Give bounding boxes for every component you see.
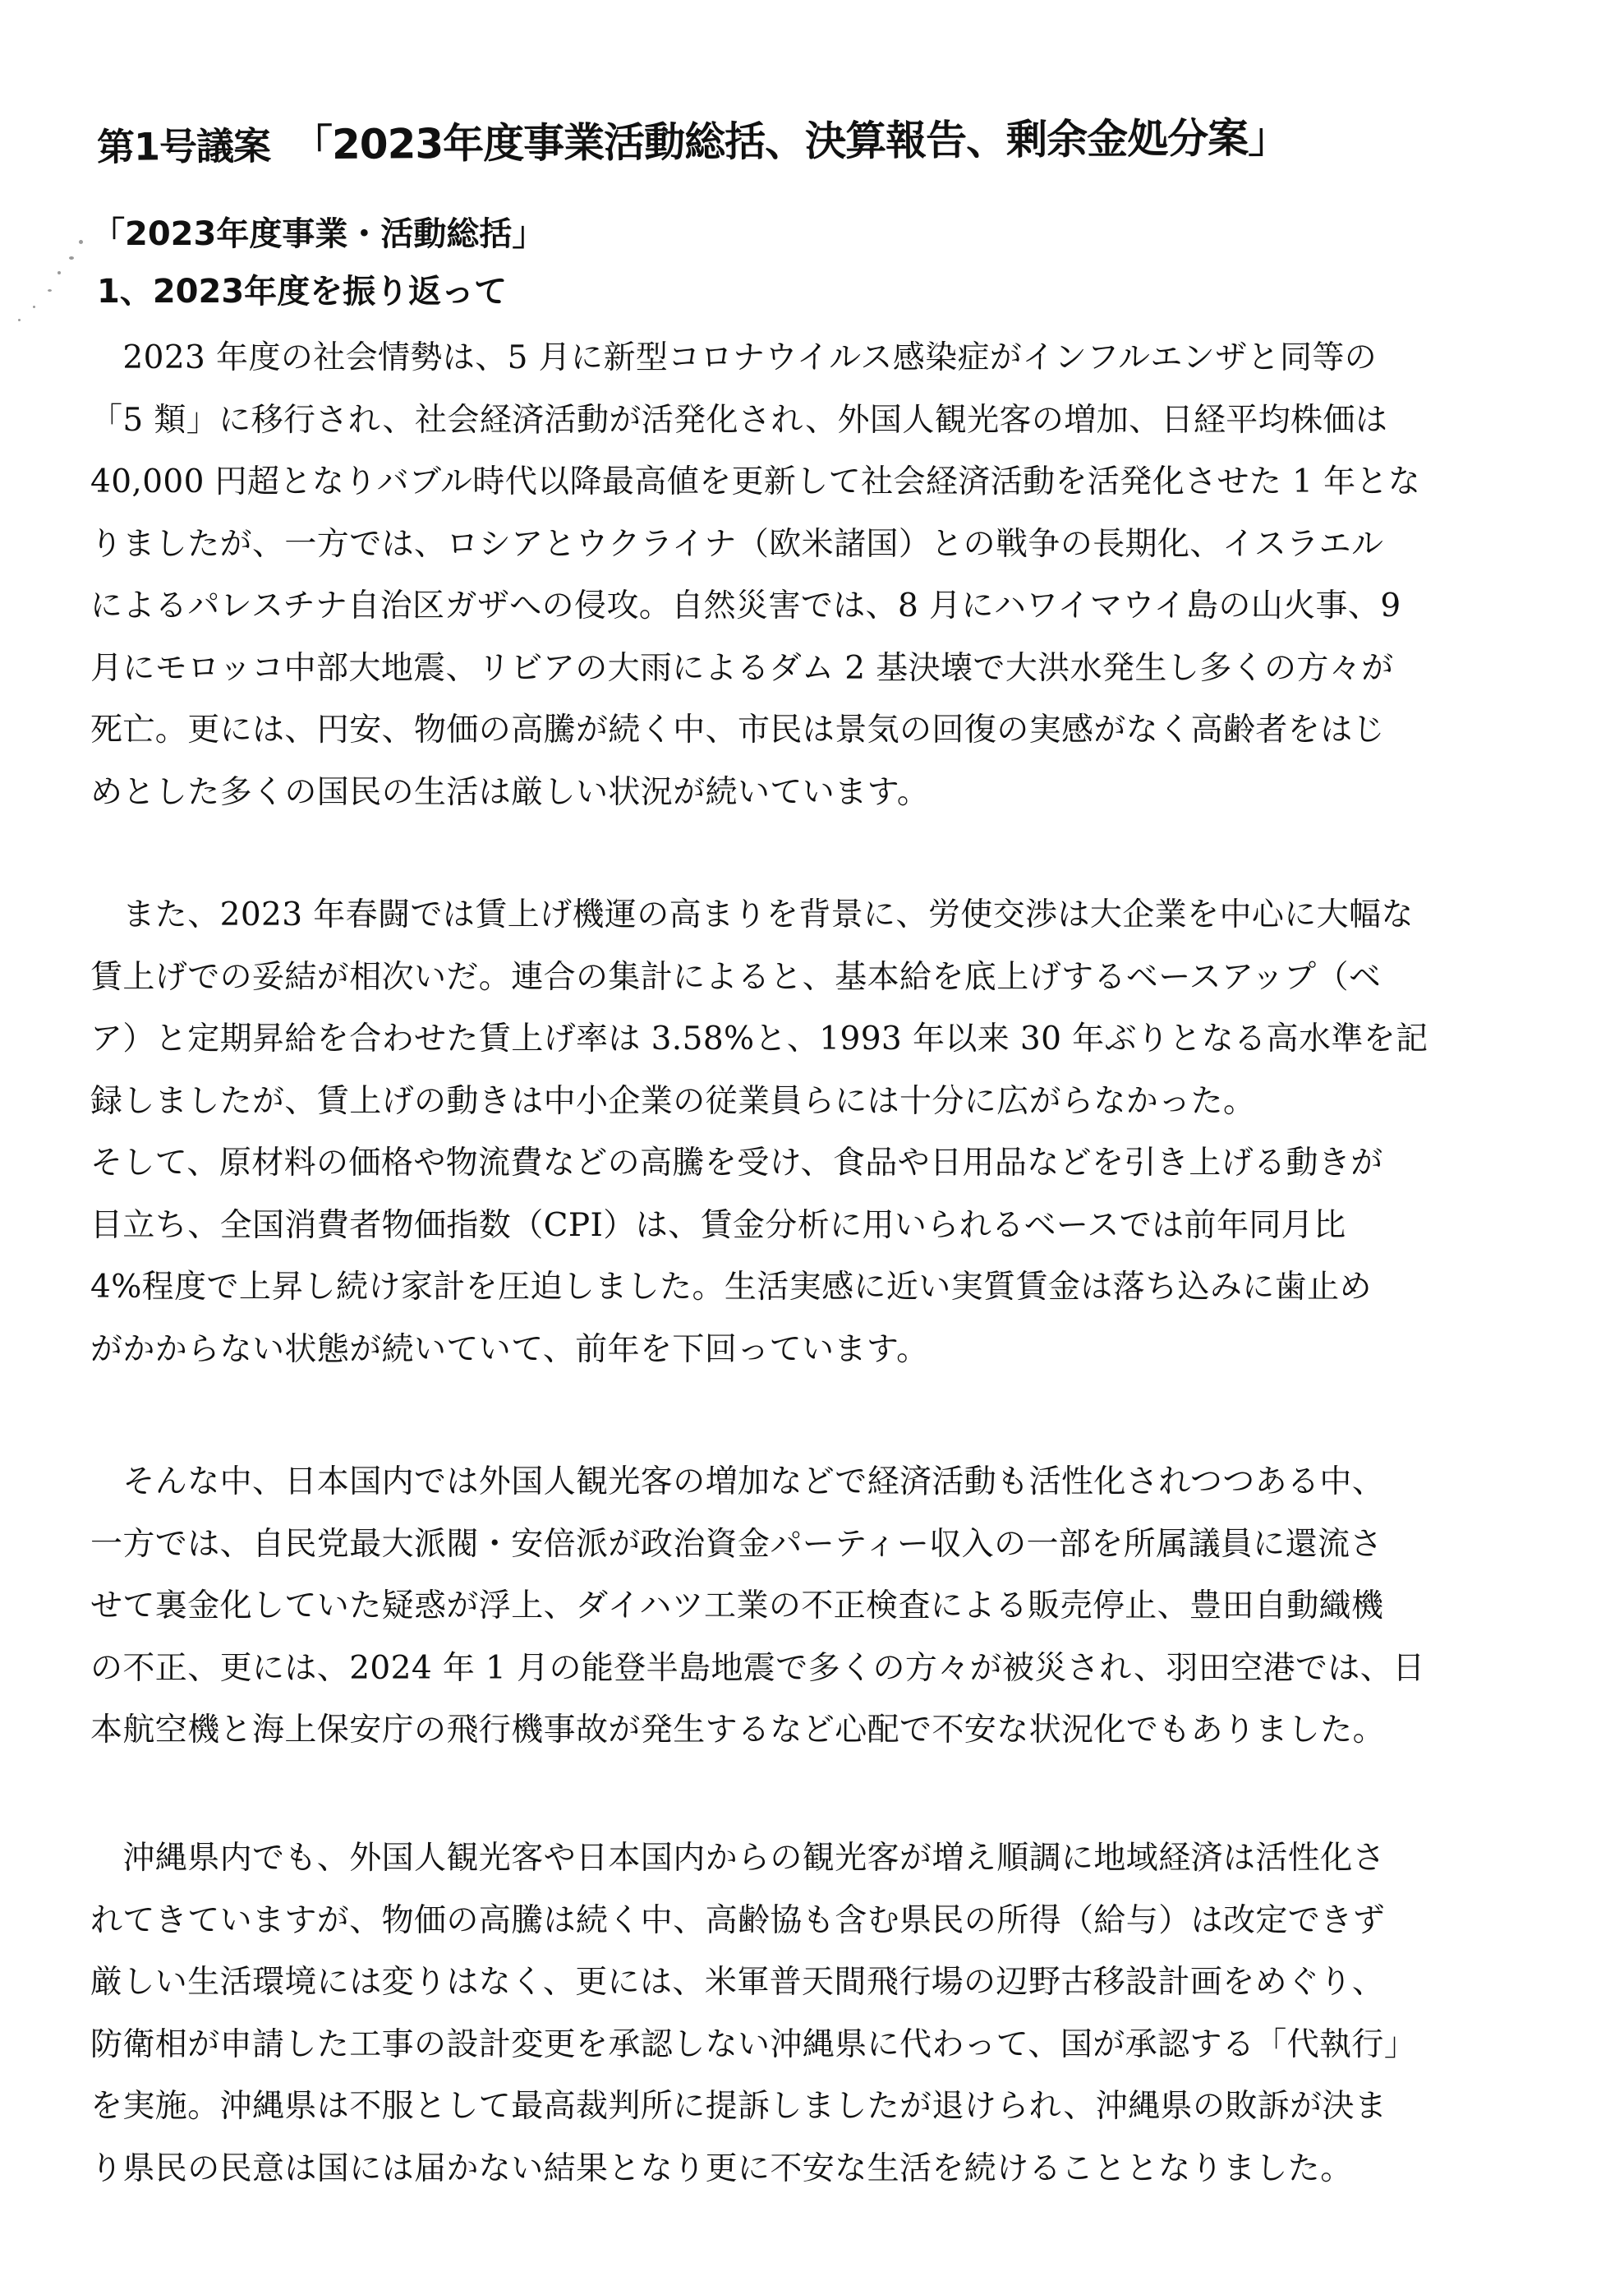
scan-speck xyxy=(58,271,61,274)
text-line: によるパレスチナ自治区ガザへの侵攻。自然災害では、8 月にハワイマウイ島の山火事、9 xyxy=(90,587,1401,624)
text-line: 厳しい生活環境には変りはなく、更には、米軍普天間飛行場の辺野古移設計画をめぐり、 xyxy=(90,1964,1385,2001)
text-line: 録しましたが、賃上げの動きは中小企業の従業員らには十分に広がらなかった。 xyxy=(90,1082,1256,1120)
text-line: 40,000 円超となりバブル時代以降最高値を更新して社会経済活動を活発化させた 1 年とな xyxy=(90,463,1421,500)
text-line: 4%程度で上昇し続け家計を圧迫しました。生活実感に近い実質賃金は落ち込みに歯止め xyxy=(90,1269,1372,1306)
text-line: また、2023 年春闘では賃上げ機運の高まりを背景に、労使交渉は大企業を中心に大幅な xyxy=(90,896,1414,933)
text-line: 本航空機と海上保安庁の飛行機事故が発生するなど心配で不安な状況化でもありました。 xyxy=(90,1712,1386,1749)
agenda-name: 「2023年度事業活動総括、決算報告、剰余金処分案」 xyxy=(291,113,1289,169)
text-line: 目立ち、全国消費者物価指数（CPI）は、賃金分析に用いられるベースでは前年同月比 xyxy=(90,1206,1346,1244)
scan-speck xyxy=(69,256,74,260)
section-title: 「2023年度事業・活動総括」 xyxy=(92,215,545,253)
paragraph-3 xyxy=(90,1451,1544,1762)
paragraph-1 xyxy=(90,327,1544,823)
scan-speck xyxy=(33,306,35,308)
paragraph-4 xyxy=(90,1827,1544,2200)
text-line: を実施。沖縄県は不服として最高裁判所に提訴しましたが退けられ、沖縄県の敗訴が決ま xyxy=(90,2088,1387,2125)
text-line: そして、原材料の価格や物流費などの高騰を受け、食品や日用品などを引き上げる動きが xyxy=(90,1145,1383,1182)
agenda-title xyxy=(97,104,1543,180)
text-line: 「5 類」に移行され、社会経済活動が活発化され、外国人観光客の増加、日経平均株価は xyxy=(90,401,1388,439)
text-line: 月にモロッコ中部大地震、リビアの大雨によるダム 2 基決壊で大洪水発生し多くの方々が xyxy=(90,649,1394,687)
text-line: せて裏金化していた疑惑が浮上、ダイハツ工業の不正検査による販売停止、豊田自動織機 xyxy=(90,1587,1384,1624)
text-line: 2023 年度の社会情勢は、5 月に新型コロナウイルス感染症がインフルエンザと同等の xyxy=(90,339,1378,376)
text-line: り県民の民意は国には届かない結果となり更に不安な生活を続けることとなりました。 xyxy=(90,2149,1353,2187)
text-line: 沖縄県内でも、外国人観光客や日本国内からの観光客が増え順調に地域経済は活性化さ xyxy=(90,1840,1386,1877)
scan-speck xyxy=(48,289,52,292)
text-line: 賃上げでの妥結が相次いだ。連合の集計によると、基本給を底上げするベースアップ（ベ xyxy=(90,958,1382,996)
scan-speck xyxy=(79,240,83,244)
agenda-number: 第1号議案 xyxy=(96,123,271,169)
text-line: の不正、更には、2024 年 1 月の能登半島地震で多くの方々が被災され、羽田空港では、日 xyxy=(90,1649,1425,1687)
text-line: 防衛相が申請した工事の設計変更を承認しない沖縄県に代わって、国が承認する「代執行」 xyxy=(90,2025,1417,2063)
text-line: ア）と定期昇給を合わせた賃上げ率は 3.58%と、1993 年以来 30 年ぶりとなる高水準を記 xyxy=(90,1021,1428,1057)
text-line: そんな中、日本国内では外国人観光客の増加などで経済活動も活性化されつつある中、 xyxy=(90,1463,1385,1500)
text-line: 死亡。更には、円安、物価の高騰が続く中、市民は景気の回復の実感がなく高齢者をはじ xyxy=(90,712,1386,749)
text-line: れてきていますが、物価の高騰は続く中、高齢協も含む県民の所得（給与）は改定できず xyxy=(90,1901,1386,1939)
paragraph-2 xyxy=(90,884,1544,1380)
text-line: りましたが、一方では、ロシアとウクライナ（欧米諸国）との戦争の長期化、イスラエル xyxy=(90,525,1384,563)
text-line: 一方では、自民党最大派閥・安倍派が政治資金パーティー収入の一部を所属議員に還流さ xyxy=(90,1525,1382,1563)
text-line: めとした多くの国民の生活は厳しい状況が続いています。 xyxy=(90,773,930,811)
scan-speck xyxy=(18,319,21,321)
subsection-title: 1、2023年度を振り返って xyxy=(97,273,508,311)
text-line: がかからない状態が続いていて、前年を下回っています。 xyxy=(90,1330,929,1368)
